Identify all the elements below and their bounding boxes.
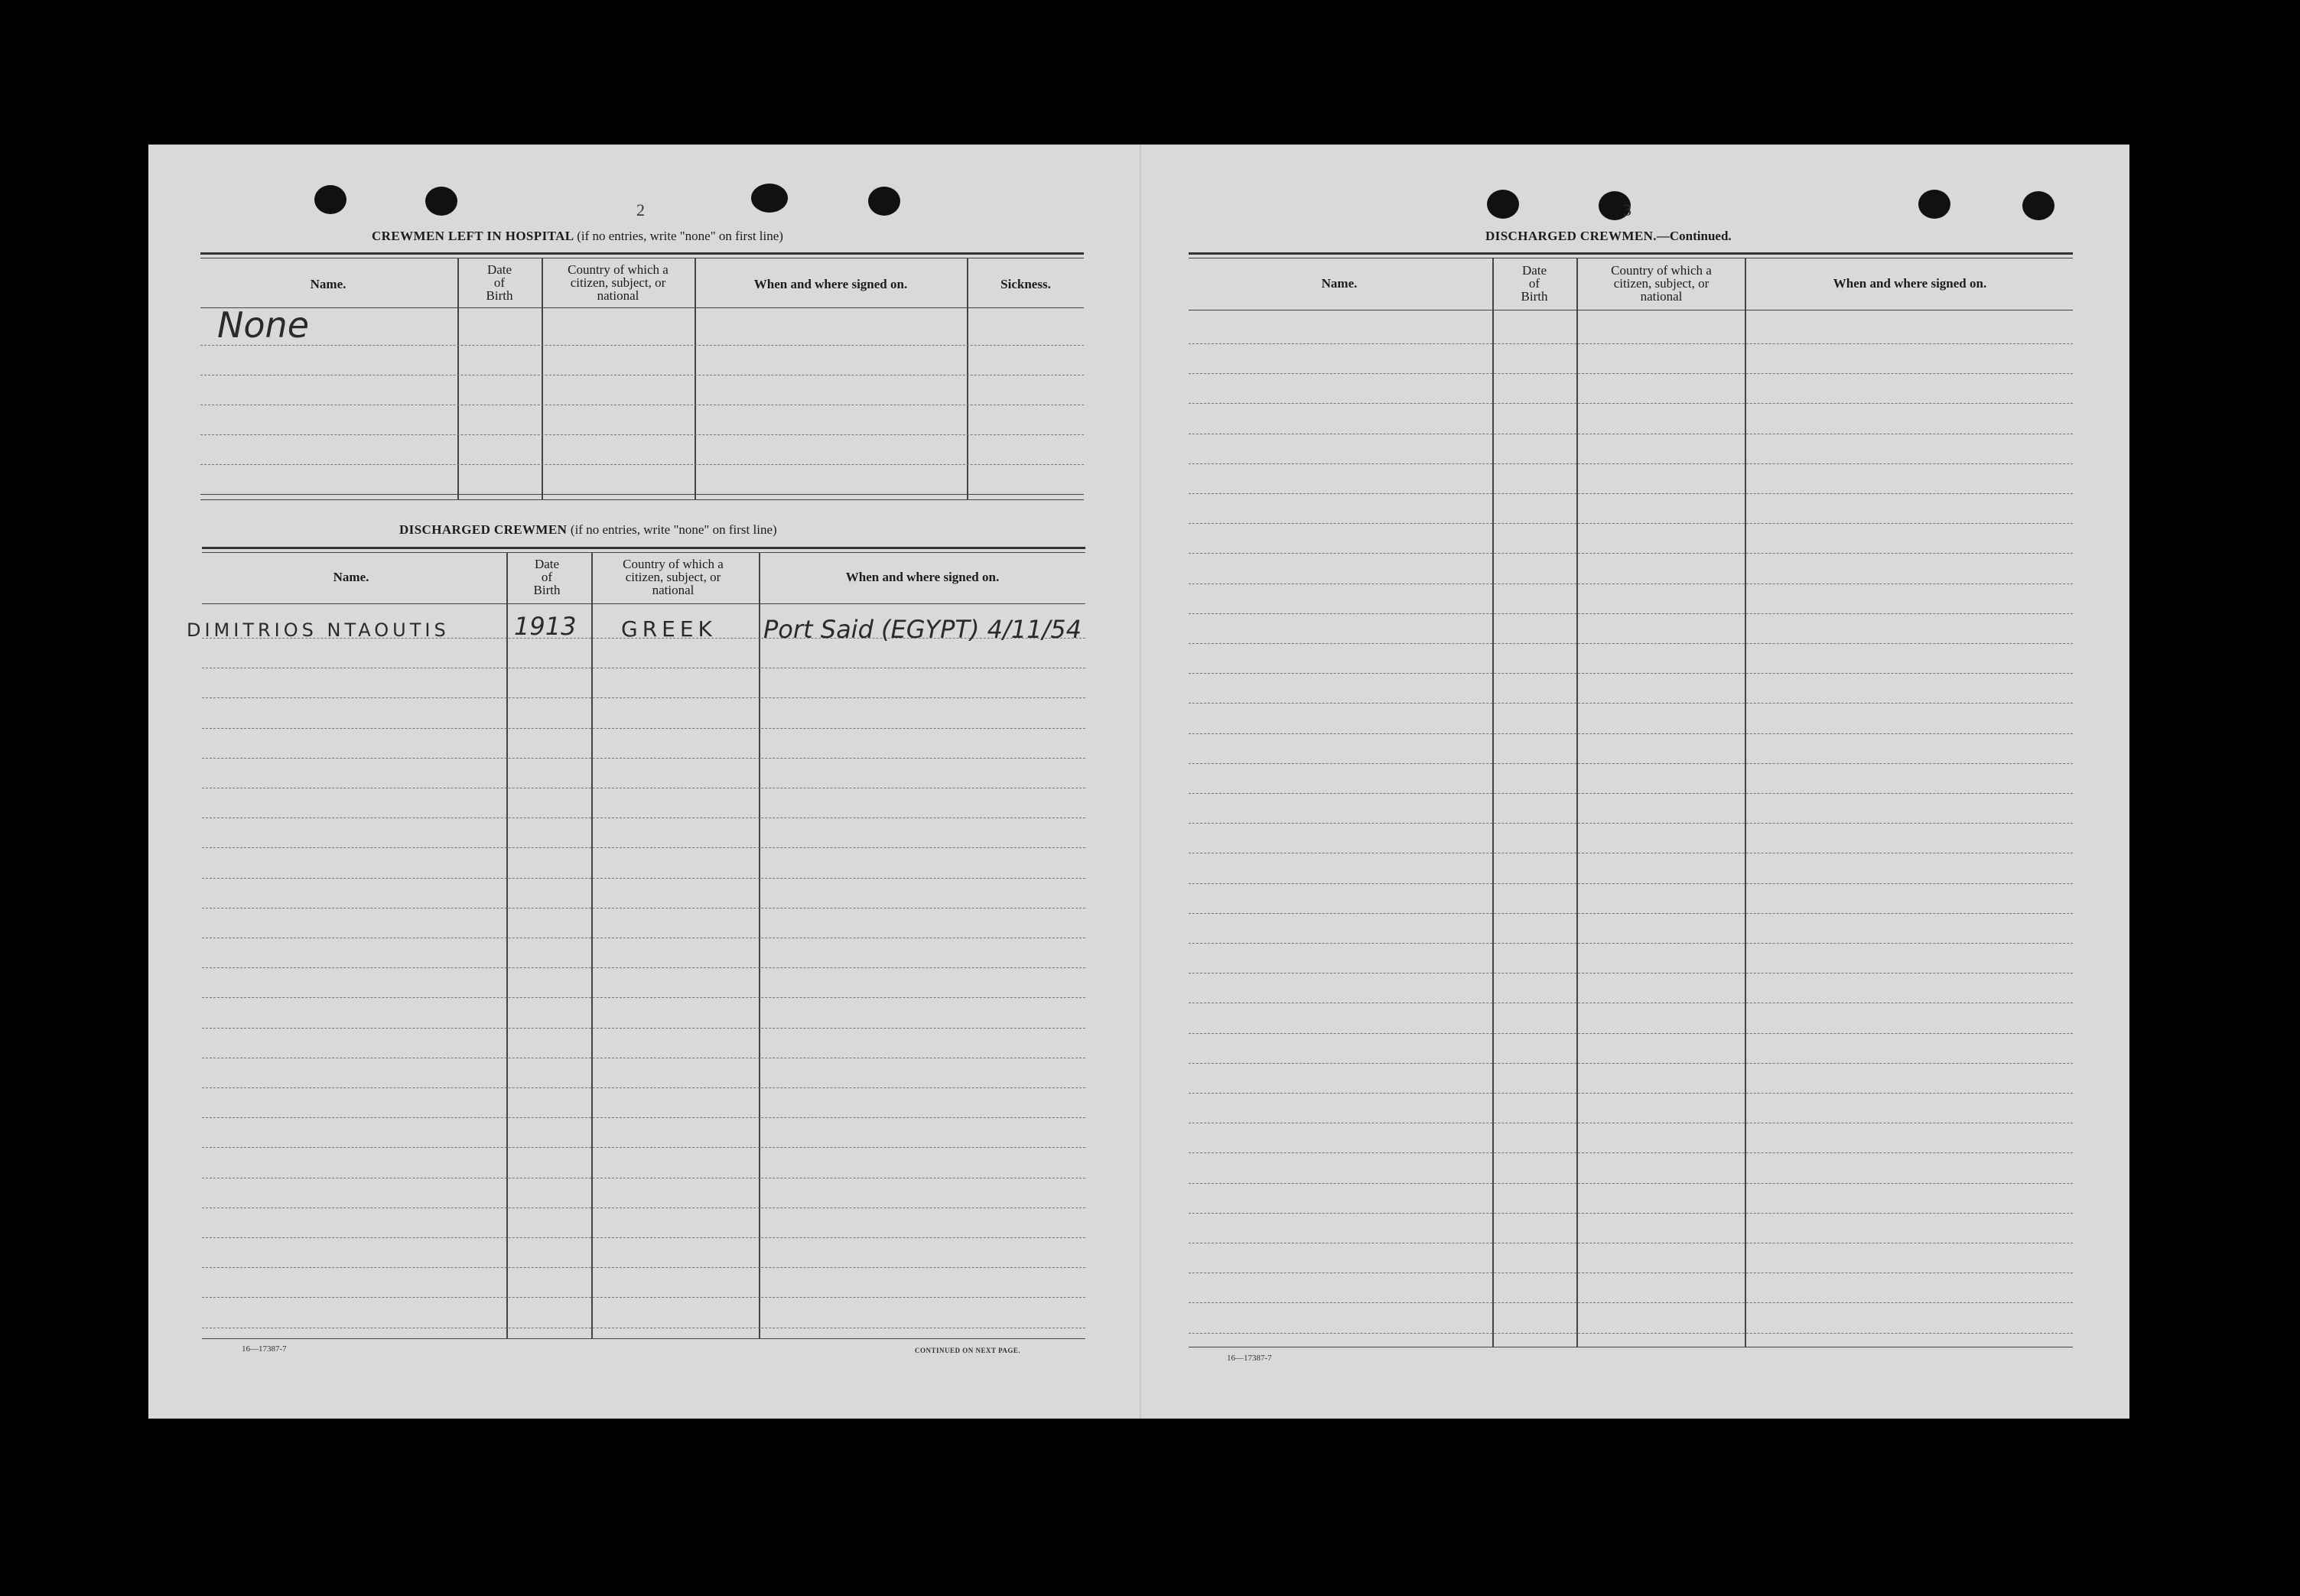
punch-hole (1918, 190, 1950, 219)
ruled-line (1189, 1033, 2073, 1034)
discharged-header-country: Country of which a citizen, subject, or national (623, 557, 724, 597)
discharged-row-signed: Port Said (EGYPT) 4/11/54 (763, 615, 1082, 644)
ruled-line (1189, 793, 2073, 794)
ruled-line (202, 1147, 1085, 1148)
punch-hole (868, 187, 900, 216)
discharged-section-title (399, 522, 777, 538)
ruled-line (1189, 1152, 2073, 1153)
ruled-line (1189, 403, 2073, 404)
punch-hole (2022, 191, 2054, 220)
ruled-line (202, 1297, 1085, 1298)
hospital-note: (if no entries, write "none" on first line) (577, 229, 783, 243)
continued-note: CONTINUED ON NEXT PAGE. (915, 1347, 1021, 1354)
ruled-line (1189, 823, 2073, 824)
ruled-line (1189, 463, 2073, 464)
ruled-line (1189, 493, 2073, 494)
ruled-line (202, 697, 1085, 698)
discharged-row-name: DIMITRIOS NTAOUTIS (187, 619, 450, 641)
ruled-line (202, 728, 1085, 729)
ruled-line (1189, 583, 2073, 584)
ruled-line (202, 1028, 1085, 1029)
page-number-right: 3 (1623, 200, 1631, 219)
form-number-left: 16—17387-7 (242, 1344, 287, 1354)
ruled-line (1189, 373, 2073, 374)
punch-hole (751, 184, 788, 213)
ruled-line (202, 1267, 1085, 1268)
ruled-line (1189, 763, 2073, 764)
ruled-line (1189, 1183, 2073, 1184)
punch-hole (425, 187, 457, 216)
ruled-line (1189, 1063, 2073, 1064)
page-number-left: 2 (636, 200, 645, 219)
right-header-country: Country of which a citizen, subject, or national (1611, 263, 1712, 304)
form-number-right: 16—17387-7 (1227, 1354, 1272, 1363)
ruled-line (1189, 703, 2073, 704)
discharged-title: DISCHARGED CREWMEN (399, 522, 568, 537)
right-header-name: Name. (1321, 276, 1358, 291)
center-fold (1140, 145, 1141, 1419)
ruled-line (1189, 1093, 2073, 1094)
hospital-title: CREWMEN LEFT IN HOSPITAL (372, 229, 574, 243)
discharged-header-dob: Date of Birth (533, 557, 561, 597)
ruled-line (202, 967, 1085, 968)
ruled-line (1189, 343, 2073, 344)
discharged-row-country: GREEK (621, 616, 717, 642)
ruled-line (1189, 673, 2073, 674)
ruled-line (1189, 973, 2073, 974)
ruled-line (202, 1117, 1085, 1118)
punch-hole (1487, 190, 1519, 219)
hospital-header-signed: When and where signed on. (753, 277, 908, 291)
hospital-section-title (372, 229, 783, 244)
hospital-entry-none: None (217, 304, 310, 346)
discharged-header-name: Name. (333, 570, 369, 584)
ruled-line (1189, 1302, 2073, 1303)
ruled-line (1189, 553, 2073, 554)
ruled-line (1189, 643, 2073, 644)
right-title-suffix: —Continued. (1656, 229, 1732, 243)
right-header-signed: When and where signed on. (1833, 276, 1987, 291)
ruled-line (1189, 523, 2073, 524)
hospital-header-dob: Date of Birth (486, 262, 513, 303)
ruled-line (1189, 1333, 2073, 1334)
right-title: DISCHARGED CREWMEN. (1485, 229, 1657, 243)
ruled-line (1189, 733, 2073, 734)
ruled-line (202, 908, 1085, 909)
hospital-header-sickness: Sickness. (1000, 277, 1051, 291)
ruled-line (1189, 1213, 2073, 1214)
document-sheet (148, 145, 2129, 1419)
ruled-line (1189, 883, 2073, 884)
discharged-header-signed: When and where signed on. (845, 570, 1000, 584)
ruled-line (202, 997, 1085, 998)
ruled-line (202, 847, 1085, 848)
ruled-line (202, 1237, 1085, 1238)
right-header-dob: Date of Birth (1521, 263, 1548, 304)
ruled-line (202, 1087, 1085, 1088)
discharged-note: (if no entries, write "none" on first line) (570, 522, 777, 537)
punch-hole (314, 185, 346, 214)
ruled-line (1189, 943, 2073, 944)
hospital-header-country: Country of which a citizen, subject, or national (568, 262, 669, 303)
ruled-line (202, 878, 1085, 879)
hospital-header-name: Name. (310, 277, 346, 291)
ruled-line (202, 758, 1085, 759)
ruled-line (1189, 613, 2073, 614)
discharged-row-dob: 1913 (514, 612, 577, 641)
right-section-title (1485, 229, 1732, 244)
ruled-line (1189, 913, 2073, 914)
